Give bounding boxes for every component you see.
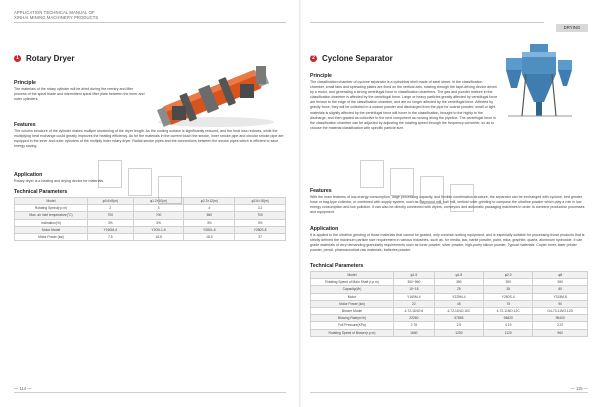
table-cell: Y280L-6 [184,226,235,233]
tech-parameters-heading: Technical Parameters [310,263,364,269]
footer-rule [14,392,286,393]
header-line-2: XINHAI MINING MACHINERY PRODUCTS [14,15,99,20]
page-number: — 115 — [570,386,588,391]
table-cell: 960 [533,329,588,336]
table-cell: 25 [434,286,483,293]
table-row [15,233,286,240]
table-cell: 3 [133,205,184,212]
table-cell: 380 [434,279,483,286]
table-cell: 3% [184,219,235,226]
table-cell: 700 [133,212,184,219]
table-cell: 2.5 [434,322,483,329]
header-rule [310,22,544,23]
table-cell: 700 [88,212,134,219]
table-cell: 90 [533,300,588,307]
watermark-mark [98,160,122,188]
features-text: The column structure of the cylinder makes multiple shortening of the dryer length. As the cooling surface is significantly reduced, and the heat loss reduces, while the multiplying heat exchange could greatly improves the heating efficiency. As for the materials in the current touch the smoke, inner smoke pipe and circular smoke pipe are equipped in the inner and outer cylinders of the multiply inder rotary dryer. Radial smoke pipes and the connections between the smoke pipes which is efficient to save energy saving. [14,129,284,149]
table-cell: 57855 [434,315,483,322]
table-row [15,205,286,212]
watermark-mark [420,176,444,204]
application-text: Rotary dryer is a heating and drying device for materials. [14,179,105,183]
rotary-dryer-spec-table [14,197,286,241]
table-cell: Y280S-4 [484,293,533,300]
section-number-icon: 1 [14,55,21,62]
table-cell: 22260 [394,315,435,322]
table-row [311,329,588,336]
table-header-cell: Model [15,198,88,205]
table-cell: 1120 [484,329,533,336]
table-header-cell: φ8 [533,272,588,279]
right-page [300,0,600,407]
table-cell: Max. air inlet temperature(°C) [15,212,88,219]
table-cell: Y160M-4 [88,226,134,233]
table-cell: Blower Model [311,307,394,314]
table-header-cell: φ0.6×8(m) [88,198,134,205]
features-heading: Features [310,188,332,194]
table-cell: 2 [88,205,134,212]
table-header-cell: φ1.2×10(m) [133,198,184,205]
table-cell: 10~18 [394,286,435,293]
table-header-row [311,272,588,279]
page-number: — 114 — [14,386,32,391]
table-header-cell: φ2.6×18(m) [235,198,286,205]
table-cell: 4-72-11NO.12C [484,307,533,314]
table-cell: 95400 [533,315,588,322]
table-cell: 4-72-11NO.10C [434,307,483,314]
table-cell: 4.19 [484,322,533,329]
table-cell: 4 [184,205,235,212]
table-header-row [15,198,286,205]
watermark-mark [158,176,182,204]
table-cell: Inclination(%) [15,219,88,226]
rotary-dryer-image [152,60,280,132]
table-cell: Motor [311,293,394,300]
table-header-cell: φ1.5 [394,272,435,279]
table-cell: 45 [434,300,483,307]
table-cell: Y315M-8 [533,293,588,300]
features-text: With the main features of low-energy consumption, large processing capacity, and flexible combination structure, the separator can be exchanged with cyclone, bed grinder, hose or bag-type collector, or combined with supply system, such as Raymond mill, ball mill, vertical roller grinding to compose the ultrafine powder which play a role in low energy consumption and low pollution. It can also be directly connected with dryers, conveyors and automatic packaging machines in order to combine production processes and equipment. [310,195,585,215]
application-text: It is applied to the ultrafine grinding of those materials that cannot be graded, only common sorting equipment, and is especially suitable for processing those products that is strictly defined the maximum particle size requirement in various industries, such as, for media, talc, barite powder, paint, mica, graphite, quartz, aluminum hydroxide. It can grade materials of very demanding granularity requirements such as toner powder, silver powder, high-purity silicon powder. Typical materials: Copier toner, laser printer powder, pencil, pharmaceutical raw materials, batteries powder. [310,233,585,253]
section-title: Rotary Dryer [26,54,75,63]
table-cell: 1660 [394,329,435,336]
principle-text: The materials of the rotary cylinder will be dried during the reentry and lifter process of the spiral blade and intermittent spiral lifter plate between the inner and outer cylinders. [14,87,145,102]
features-heading: Features [14,122,36,128]
table-cell: 18.5 [133,233,184,240]
header-rule [14,22,286,23]
table-cell: Motor Power (kw) [311,300,394,307]
table-header-cell: φ1.8 [434,272,483,279]
table-cell: Rotating Speed of Blower(r.p.m) [311,329,394,336]
watermark-mark [128,168,152,196]
table-cell: 35 [484,286,533,293]
table-row [15,219,286,226]
table-cell: 390 [484,279,533,286]
table-cell: 280 [533,279,588,286]
table-header-cell: φ2.0 [484,272,533,279]
table-cell: Motor Power (kw) [15,233,88,240]
principle-text: The classification chamber of cyclone separator is a cylindrical shell made of steel sheet. In the classification chamber, small fans and spreading plates are fixed on the vertical axis, rotating through the tape-driving device driven by a motor, and generating a strong centrifugal force in classification chambers. The gas and powder mixture in the classification chamber is affected by the centrifugal force. Large or heavy particles greatly affected by centrifugal force are thrown to the edge of the classification chamber, and are no longer affected by the centrifugal force. Affected by gravity force, they will be collected in a coarse powder and discharged from the pipe for coarse powder; small or light materials is slightly affected by the centrifugal force will hover in the classification, brought to the highly to the discharge, and then graded as collective to the next component as moving along the pipeline. The centrifugal force in the classification chamber can be adjusted by adjusting the rotating speed through the frequency converter, so as to choose the material classification with specific particle size. [310,80,498,130]
table-header-cell: φ2.2×12(m) [184,198,235,205]
table-row [311,322,588,329]
section-number-icon: 2 [310,55,317,62]
watermark-mark [360,160,384,188]
table-cell: 18.5 [184,233,235,240]
principle-heading: Principle [14,80,36,86]
table-cell: 700 [235,212,286,219]
table-cell: 300~960 [394,279,435,286]
table-cell: Motor Model [15,226,88,233]
watermark-mark [390,168,414,196]
table-cell: 2.47 [533,322,588,329]
chapter-tab: DRYING [556,24,588,32]
table-row [311,315,588,322]
footer-rule [310,392,588,393]
cyclone-spec-table [310,271,588,337]
cyclone-separator-image [500,40,580,122]
section-title: Cyclone Separator [322,54,393,63]
watermark-mark [450,184,474,212]
table-row [15,212,286,219]
header-line-1: APPLICATION TECHNICAL MANUAL OF [14,10,95,15]
table-row [311,307,588,314]
table-cell: 650 [184,212,235,219]
table-cell: 3% [235,219,286,226]
table-cell: Y160M-4 [394,293,435,300]
table-header-cell: Model [311,272,394,279]
table-cell: 1250 [434,329,483,336]
table-cell: 3% [133,219,184,226]
table-cell: G4-73-11NO.12D [533,307,588,314]
table-row [311,293,588,300]
table-cell: Blowing Rate(m³/h) [311,315,394,322]
table-cell: 94820 [484,315,533,322]
table-cell: 75 [484,300,533,307]
application-heading: Application [14,172,43,178]
table-row [15,226,286,233]
table-cell: Y200L1-6 [133,226,184,233]
table-row [311,286,588,293]
table-cell: 37 [235,233,286,240]
table-cell: Capacity(t/h) [311,286,394,293]
table-row [311,300,588,307]
table-cell: 80 [533,286,588,293]
table-cell: 4-72-11NO.6 [394,307,435,314]
principle-heading: Principle [310,73,332,79]
table-row [311,279,588,286]
table-cell: Y280S-8 [235,226,286,233]
table-cell: Full Pressure(KPa) [311,322,394,329]
table-cell: 7.5 [88,233,134,240]
table-cell: Y225M-4 [434,293,483,300]
table-cell: 2.78 [394,322,435,329]
table-cell: 3% [88,219,134,226]
manual-header [14,10,98,20]
table-cell: Rotating Speed(r.p.m) [15,205,88,212]
application-heading: Application [310,226,339,232]
table-cell: Rotating Speed of Main Shaft (r.p.m) [311,279,394,286]
tech-parameters-heading: Technical Parameters [14,189,68,195]
table-cell: 22 [394,300,435,307]
table-cell: 3.2 [235,205,286,212]
